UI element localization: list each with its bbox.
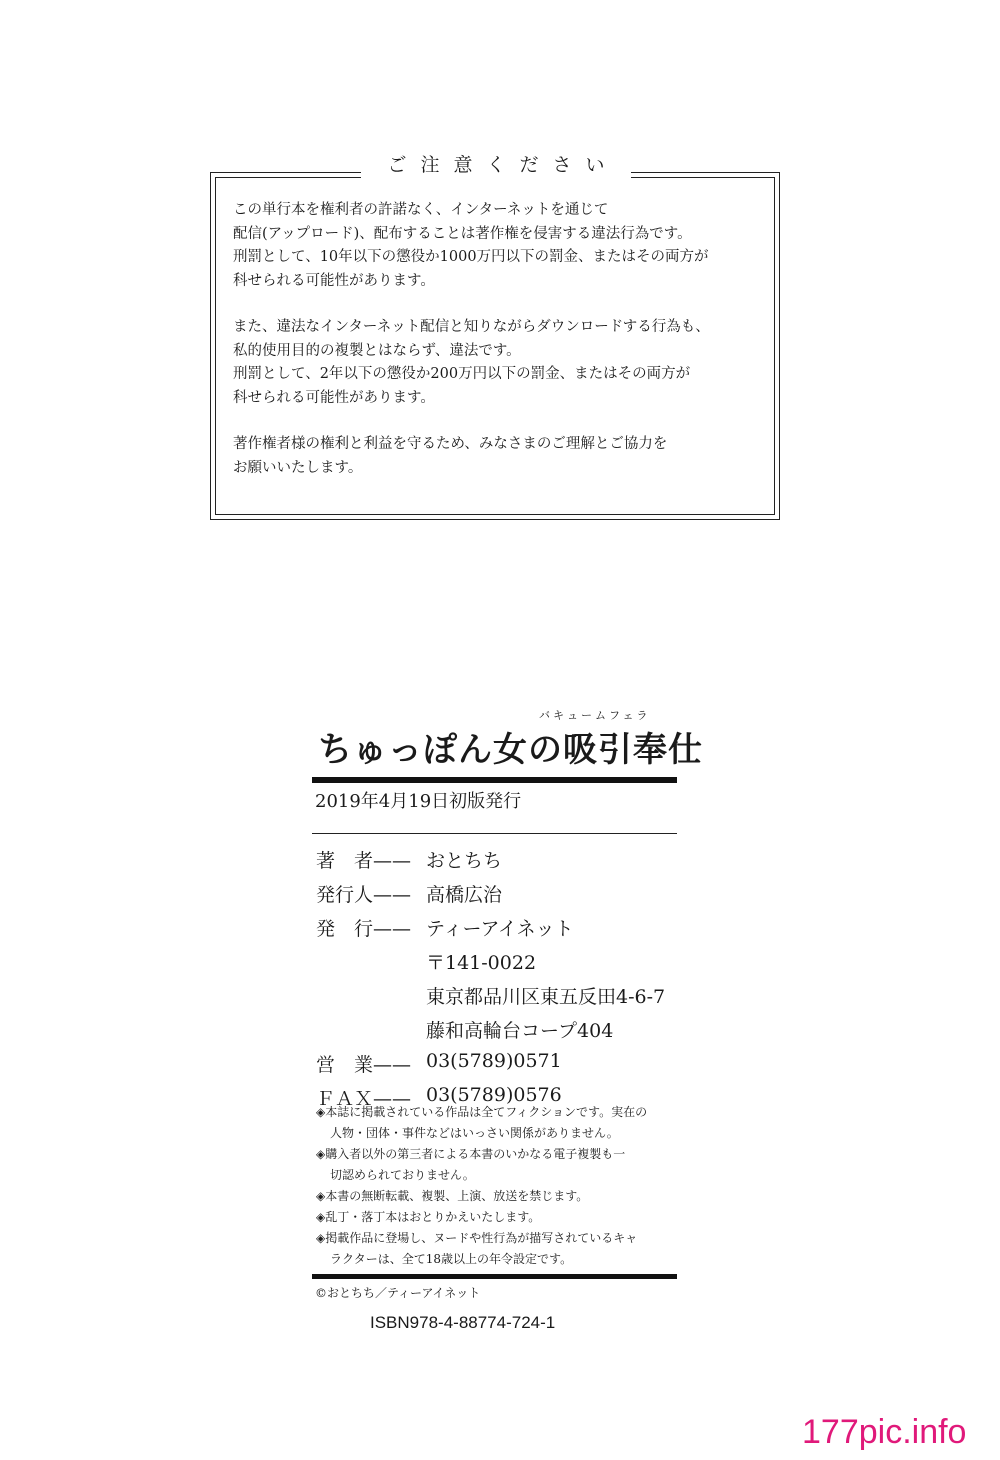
book-title: ちゅっぽん女の吸引奉仕 <box>318 730 703 770</box>
notice-title: ご注意ください <box>361 151 631 179</box>
credit-value: 高橋広治 <box>426 884 503 906</box>
postal-code: 〒141-0022 <box>426 952 537 974</box>
title-ruby: バキュームフェラ <box>539 709 651 722</box>
credit-label: 著 者—— <box>316 850 412 872</box>
contact-label: 営 業—— <box>316 1054 412 1076</box>
credit-label: 発行人—— <box>316 884 412 906</box>
notice-line: この単行本を権利者の許諾なく、インターネットを通じて <box>233 202 609 218</box>
credit-value: おとちち <box>426 850 503 872</box>
bottom-rule <box>312 1274 677 1279</box>
legal-notes <box>316 1102 686 1270</box>
edition-date: 2019年4月19日初版発行 <box>315 791 522 812</box>
copyright-notice-box <box>210 154 780 520</box>
note-line: 人物・団体・事件などはいっさい関係がありません。 <box>330 1126 619 1140</box>
notice-line: 配信(アップロード)、配布することは著作権を侵害する違法行為です。 <box>233 225 692 242</box>
watermark-link[interactable]: 177pic.info <box>802 1413 967 1451</box>
street-address: 東京都品川区東五反田4-6-7 <box>426 986 666 1008</box>
notice-body <box>233 199 761 480</box>
note-line: ◈本書の無断転載、複製、上演、放送を禁じます。 <box>316 1189 589 1203</box>
isbn: ISBN978-4-88774-724-1 <box>370 1313 556 1332</box>
notice-line: お願いいたします。 <box>233 459 363 476</box>
notice-line: 私的使用目的の複製とはならず、違法です。 <box>233 342 521 359</box>
building-address: 藤和高輪台コープ404 <box>426 1020 614 1042</box>
notice-paragraph <box>233 316 761 410</box>
copyright-line: ©おとちち／ティーアイネット <box>315 1286 481 1300</box>
note-line: 切認められておりません。 <box>330 1168 475 1182</box>
note-line: ◈本誌に掲載されている作品は全てフィクションです。実在の <box>316 1105 648 1119</box>
notice-line: 科せられる可能性があります。 <box>233 389 435 406</box>
edition-rule <box>312 833 677 834</box>
title-rule <box>312 777 677 783</box>
notice-paragraph <box>233 199 761 293</box>
note-line: ◈乱丁・落丁本はおとりかえいたします。 <box>316 1210 541 1224</box>
notice-line: 著作権者様の権利と利益を守るため、みなさまのご理解とご協力を <box>233 436 668 452</box>
contact-label: ＦＡＸ—— <box>316 1088 412 1110</box>
notice-line: 刑罰として、10年以下の懲役か1000万円以下の罰金、またはその両方が <box>233 249 709 265</box>
notice-paragraph <box>233 433 761 480</box>
notice-line: また、違法なインターネット配信と知りながらダウンロードする行為も、 <box>233 319 710 335</box>
note-line: ラクターは、全て18歳以上の年令設定です。 <box>330 1252 573 1266</box>
note-line: ◈掲載作品に登場し、ヌードや性行為が描写されているキャ <box>316 1231 638 1245</box>
notice-line: 刑罰として、2年以下の懲役か200万円以下の罰金、またはその両方が <box>233 366 691 382</box>
contact-value: 03(5789)0571 <box>426 1050 562 1072</box>
credit-value: ティーアイネット <box>426 918 574 940</box>
note-line: ◈購入者以外の第三者による本書のいかなる電子複製も一 <box>316 1147 626 1161</box>
notice-line: 科せられる可能性があります。 <box>233 272 435 289</box>
credit-label: 発 行—— <box>316 918 412 940</box>
contact-value: 03(5789)0576 <box>426 1084 562 1106</box>
